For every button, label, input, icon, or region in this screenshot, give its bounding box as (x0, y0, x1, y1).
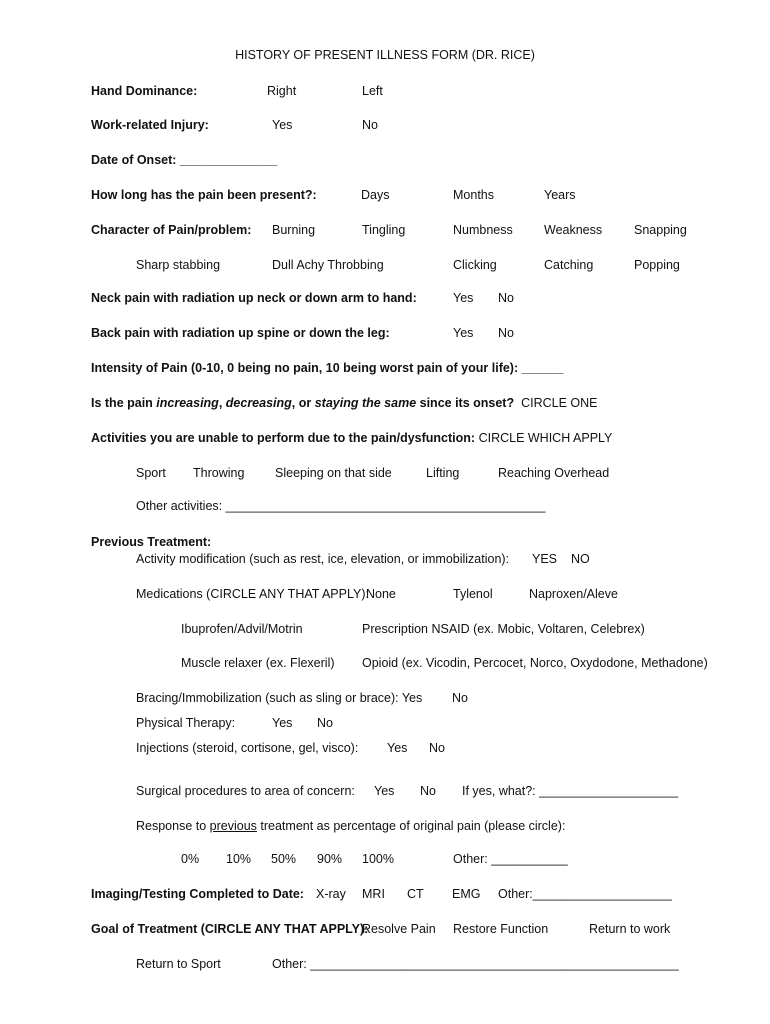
med-muscle-relaxer[interactable]: Muscle relaxer (ex. Flexeril) (181, 656, 335, 670)
med-naproxen[interactable]: Naproxen/Aleve (529, 587, 618, 601)
char-clicking[interactable]: Clicking (453, 258, 497, 272)
goal-label: Goal of Treatment (CIRCLE ANY THAT APPLY): (91, 922, 369, 936)
surgical-what-field[interactable]: If yes, what?: ____________________ (462, 784, 679, 798)
goal-restore-function[interactable]: Restore Function (453, 922, 549, 936)
activity-throwing[interactable]: Throwing (193, 466, 245, 480)
surgical-yes[interactable]: Yes (374, 784, 395, 798)
hand-left-option[interactable]: Left (362, 84, 383, 98)
response-0[interactable]: 0% (181, 852, 200, 866)
goal-other-field[interactable]: Other: _____________________________________________________ (272, 957, 679, 971)
response-10[interactable]: 10% (226, 852, 252, 866)
injections-label: Injections (steroid, cortisone, gel, visco): (136, 741, 359, 755)
trend-increasing[interactable]: increasing (156, 396, 219, 410)
pt-no[interactable]: No (317, 716, 333, 730)
response-other-field[interactable]: Other: ___________ (453, 852, 568, 866)
activities-label: Activities you are unable to perform due to the pain/dysfunction: (91, 431, 476, 445)
imaging-xray[interactable]: X-ray (316, 887, 346, 901)
imaging-ct[interactable]: CT (407, 887, 424, 901)
duration-years[interactable]: Years (544, 188, 576, 202)
response-50[interactable]: 50% (271, 852, 297, 866)
neck-yes[interactable]: Yes (453, 291, 474, 305)
bracing-label: Bracing/Immobilization (such as sling or brace): Yes (136, 691, 423, 705)
char-tingling[interactable]: Tingling (362, 223, 406, 237)
circle-one-note: CIRCLE ONE (521, 396, 598, 410)
char-numbness[interactable]: Numbness (453, 223, 513, 237)
injections-no[interactable]: No (429, 741, 445, 755)
char-burning[interactable]: Burning (272, 223, 316, 237)
med-prescription-nsaid[interactable]: Prescription NSAID (ex. Mobic, Voltaren, Celebrex) (362, 622, 645, 636)
response-part: treatment as percentage of original pain (please circle): (256, 819, 566, 833)
pt-yes[interactable]: Yes (272, 716, 293, 730)
neck-pain-label: Neck pain with radiation up neck or down arm to hand: (91, 291, 417, 305)
response-100[interactable]: 100% (362, 852, 394, 866)
activity-lifting[interactable]: Lifting (426, 466, 460, 480)
pain-duration-label: How long has the pain been present?: (91, 188, 317, 202)
trend-part: Is the pain (91, 396, 157, 410)
activity-reaching[interactable]: Reaching Overhead (498, 466, 610, 480)
pain-trend-question (91, 395, 597, 411)
bracing-no[interactable]: No (452, 691, 468, 705)
surgical-label: Surgical procedures to area of concern: (136, 784, 355, 798)
duration-months[interactable]: Months (453, 188, 494, 202)
char-snapping[interactable]: Snapping (634, 223, 687, 237)
med-opioid[interactable]: Opioid (ex. Vicodin, Percocet, Norco, Oxydodone, Methadone) (362, 656, 708, 670)
physical-therapy-label: Physical Therapy: (136, 716, 236, 730)
duration-days[interactable]: Days (361, 188, 390, 202)
other-activities-field[interactable]: Other activities: ______________________________________________ (136, 499, 546, 513)
imaging-other-field[interactable]: Other:____________________ (498, 887, 672, 901)
imaging-mri[interactable]: MRI (362, 887, 385, 901)
surgical-no[interactable]: No (420, 784, 436, 798)
work-injury-label: Work-related Injury: (91, 118, 209, 132)
response-previous: previous (209, 819, 257, 833)
activities-question (91, 430, 612, 446)
trend-decreasing[interactable]: decreasing (225, 396, 292, 410)
imaging-emg[interactable]: EMG (452, 887, 481, 901)
injections-yes[interactable]: Yes (387, 741, 408, 755)
activity-mod-yes[interactable]: YES (532, 552, 558, 566)
med-ibuprofen[interactable]: Ibuprofen/Advil/Motrin (181, 622, 303, 636)
date-onset-field[interactable]: Date of Onset: ______________ (91, 153, 278, 167)
work-injury-no[interactable]: No (362, 118, 378, 132)
circle-which-note: CIRCLE WHICH APPLY (478, 431, 613, 445)
back-yes[interactable]: Yes (453, 326, 474, 340)
char-catching[interactable]: Catching (544, 258, 594, 272)
character-label: Character of Pain/problem: (91, 223, 252, 237)
activity-sleeping[interactable]: Sleeping on that side (275, 466, 392, 480)
imaging-label: Imaging/Testing Completed to Date: (91, 887, 304, 901)
back-pain-label: Back pain with radiation up spine or down the leg: (91, 326, 390, 340)
goal-resolve-pain[interactable]: Resolve Pain (362, 922, 436, 936)
form-title: HISTORY OF PRESENT ILLNESS FORM (DR. RICE) (235, 48, 535, 62)
med-tylenol[interactable]: Tylenol (453, 587, 493, 601)
previous-treatment-label: Previous Treatment: (91, 535, 212, 549)
med-none[interactable]: None (366, 587, 396, 601)
char-popping[interactable]: Popping (634, 258, 680, 272)
goal-return-to-sport[interactable]: Return to Sport (136, 957, 221, 971)
char-sharp-stabbing[interactable]: Sharp stabbing (136, 258, 221, 272)
trend-part: , (218, 396, 226, 410)
activity-mod-label: Activity modification (such as rest, ice, elevation, or immobilization): (136, 552, 510, 566)
hand-dominance-label: Hand Dominance: (91, 84, 198, 98)
char-weakness[interactable]: Weakness (544, 223, 603, 237)
work-injury-yes[interactable]: Yes (272, 118, 293, 132)
hand-right-option[interactable]: Right (267, 84, 297, 98)
response-part: Response to (136, 819, 210, 833)
response-label (136, 818, 565, 834)
trend-staying-same[interactable]: staying the same (314, 396, 417, 410)
goal-return-to-work[interactable]: Return to work (589, 922, 671, 936)
activity-mod-no[interactable]: NO (571, 552, 590, 566)
trend-part: since its onset? (416, 396, 515, 410)
intensity-field[interactable]: Intensity of Pain (0-10, 0 being no pain, 10 being worst pain of your life): ______ (91, 361, 564, 375)
trend-part: , or (291, 396, 315, 410)
medications-label: Medications (CIRCLE ANY THAT APPLY): (136, 587, 369, 601)
char-dull-achy[interactable]: Dull Achy Throbbing (272, 258, 384, 272)
activity-sport[interactable]: Sport (136, 466, 166, 480)
response-90[interactable]: 90% (317, 852, 343, 866)
back-no[interactable]: No (498, 326, 514, 340)
neck-no[interactable]: No (498, 291, 514, 305)
